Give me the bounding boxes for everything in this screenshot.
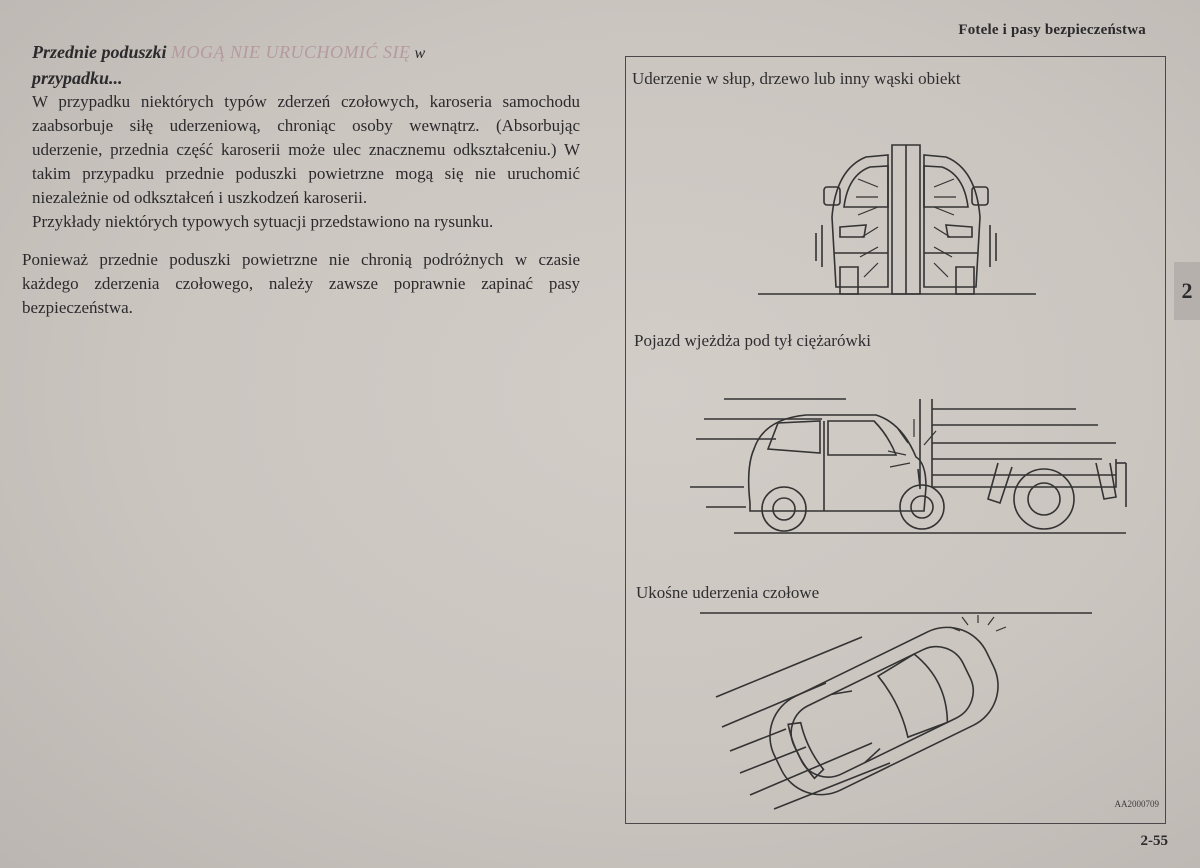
section-header: Fotele i pasy bezpieczeństwa bbox=[958, 22, 1146, 38]
figure-code: AA2000709 bbox=[1114, 799, 1159, 809]
oblique-impact-illustration bbox=[626, 57, 1167, 825]
heading-highlight: MOGĄ NIE URUCHOMIĆ SIĘ bbox=[171, 42, 411, 62]
paragraph-2: Przykłady niektórych typowych sytuacji przedstawiono na rysunku. bbox=[32, 212, 494, 231]
chapter-tab bbox=[1174, 262, 1200, 320]
paragraph-1: W przypadku niektórych typów zderzeń czołowych, karoseria samochodu zaabsorbuje siłę uderzeniową, chroniąc osoby wewnątrz. (Absorbując uderzenie, przednia część karoserii może ulec znacznemu odkształceniu.) W takim przypadku przednie poduszki powietrzne mogą się nie uruchomić niezależnie od odkształceń i uszkodzeń karoserii. bbox=[32, 92, 580, 207]
chapter-number: 2 bbox=[1181, 278, 1193, 303]
section-heading bbox=[32, 40, 580, 90]
page-number: 2-55 bbox=[1140, 833, 1168, 849]
text-column bbox=[22, 40, 580, 337]
heading-part-1: Przednie poduszki bbox=[32, 42, 172, 62]
caption-oblique: Ukośne uderzenia czołowe bbox=[636, 583, 820, 602]
caption-pole-impact: Uderzenie w słup, drzewo lub inny wąski obiekt bbox=[632, 69, 961, 88]
illustration-frame bbox=[625, 56, 1166, 824]
heading-part-4: przypadku... bbox=[32, 68, 123, 88]
paragraph-3: Ponieważ przednie poduszki powietrzne nie chronią podróżnych w czasie każdego zderzenia czołowego, należy zawsze poprawnie zapinać pasy bezpieczeństwa. bbox=[22, 250, 580, 317]
heading-part-3: w bbox=[410, 45, 426, 62]
caption-underride: Pojazd wjeżdża pod tył ciężarówki bbox=[634, 331, 871, 350]
